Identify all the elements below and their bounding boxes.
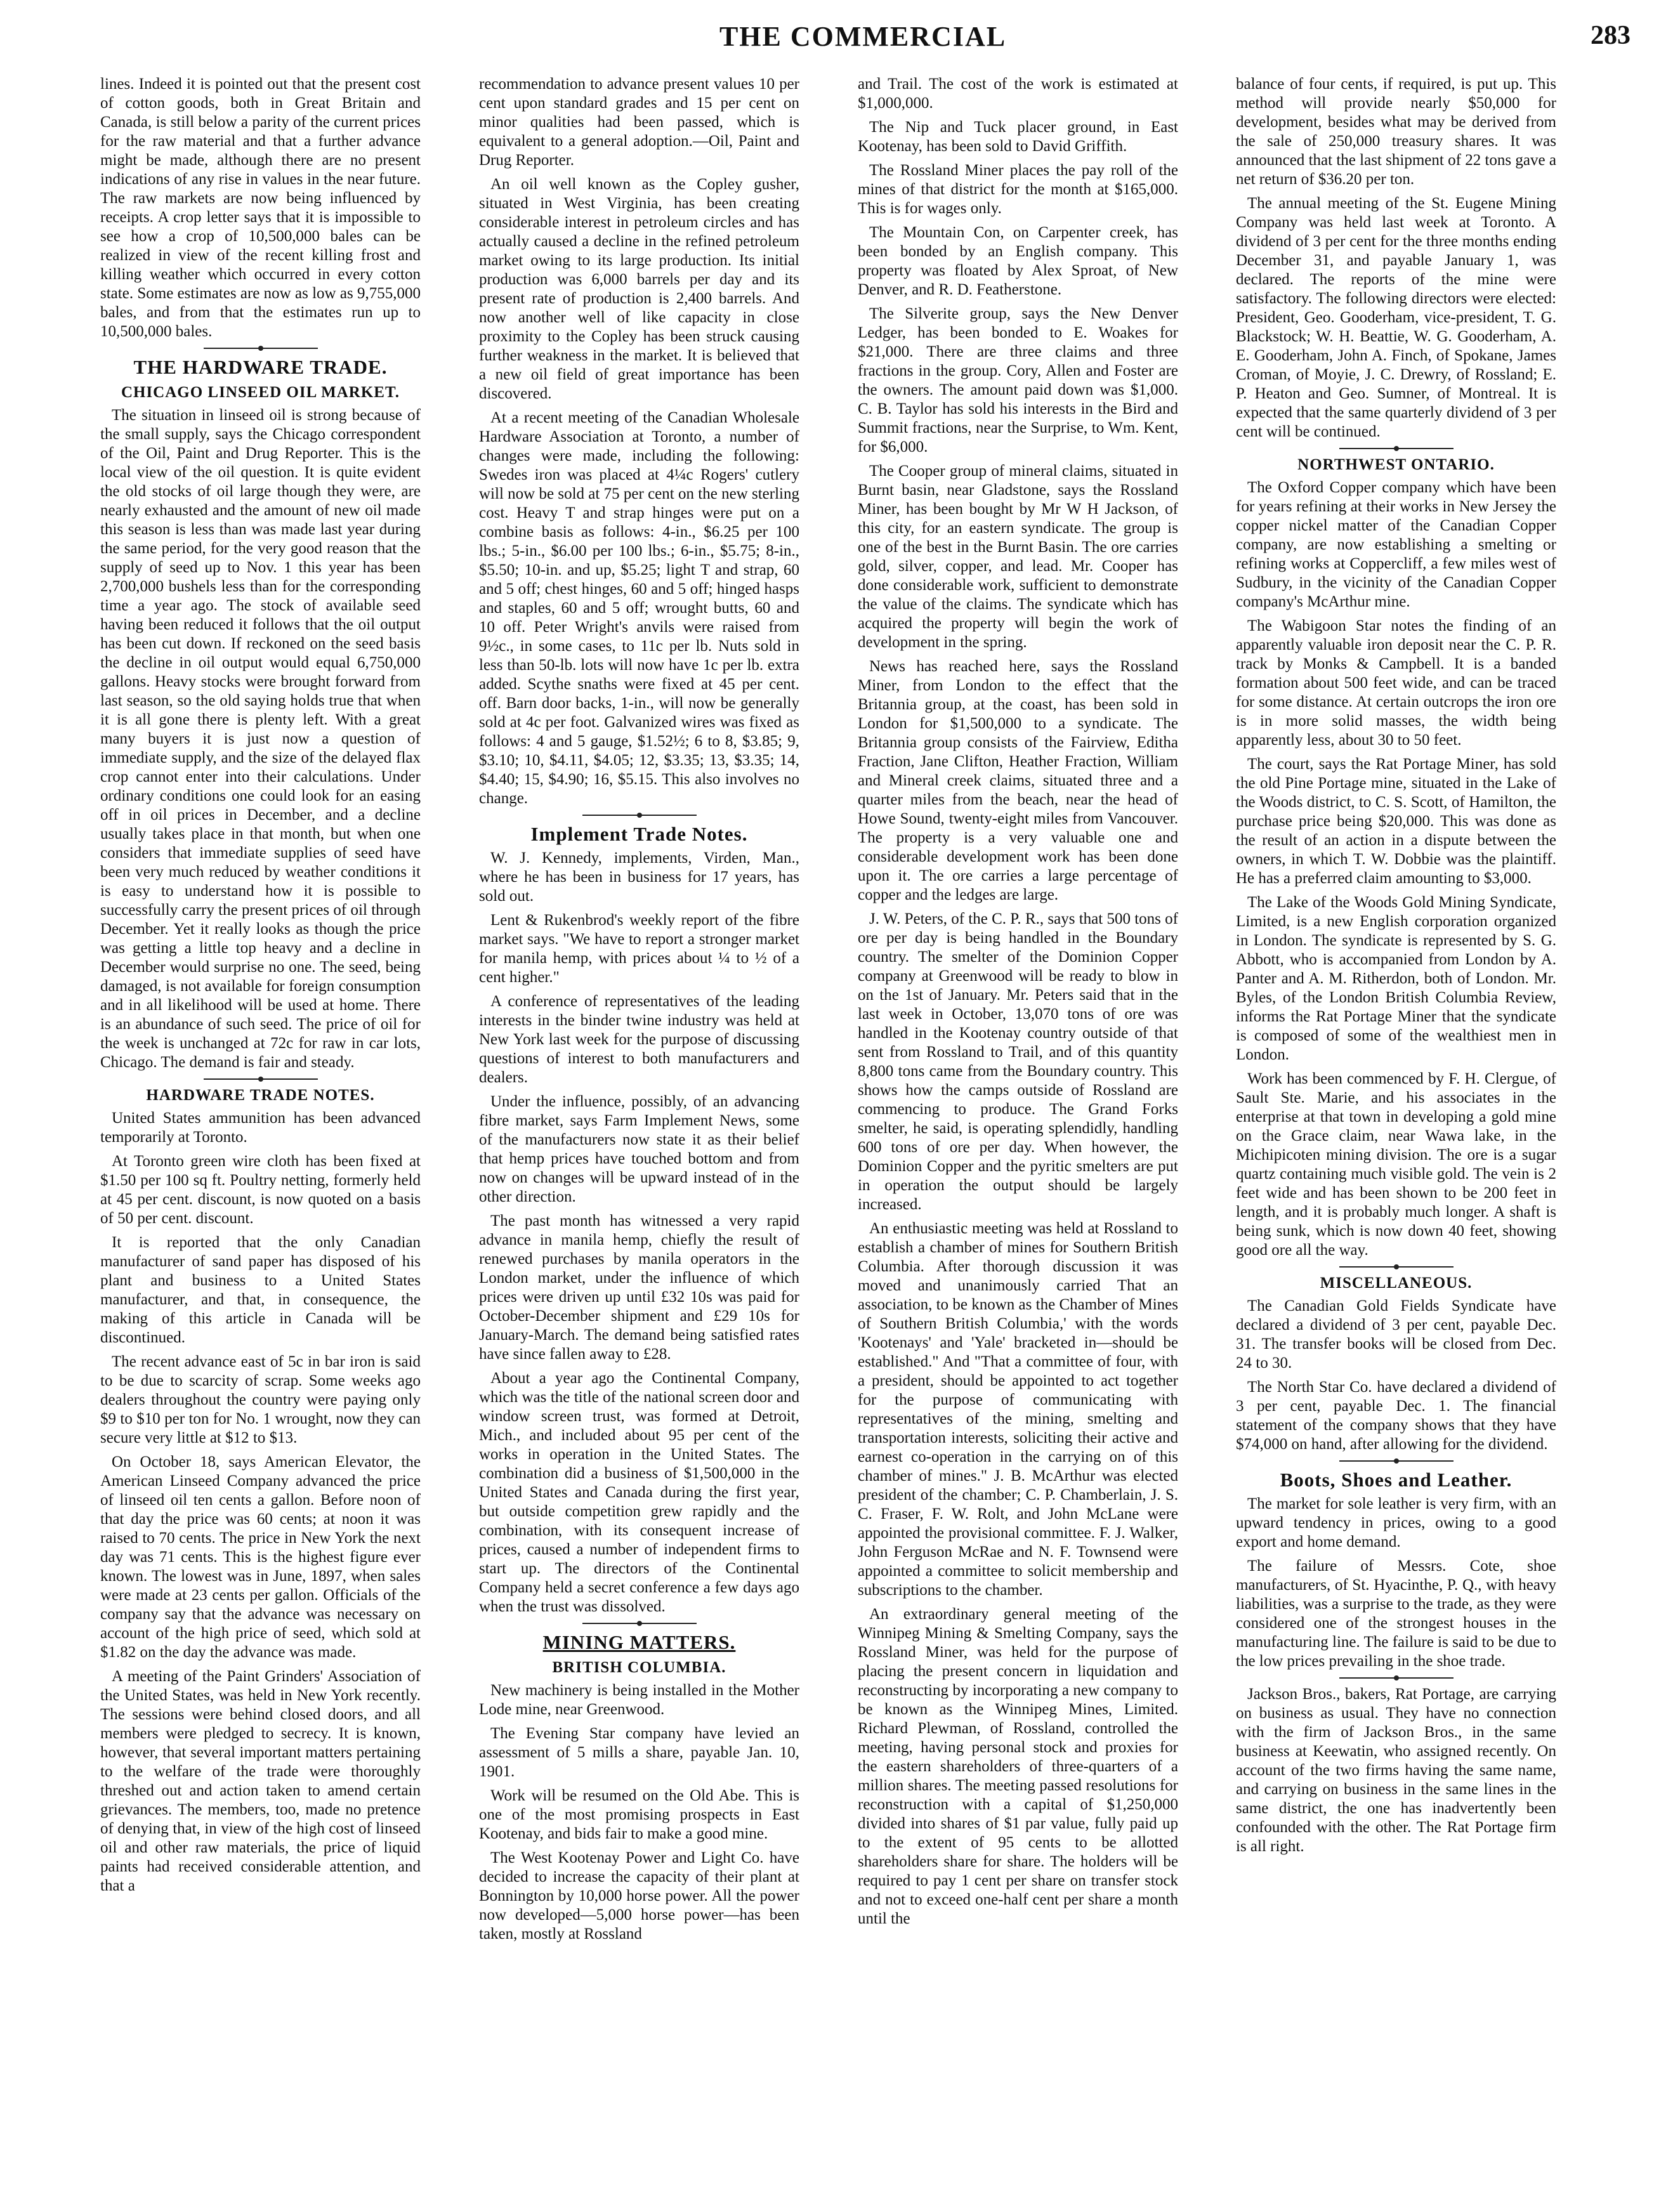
article-paragraph: At Toronto green wire cloth has been fixed at $1.50 per 100 sq ft. Poultry netting, formerly held at 45 per cent. discount, is now quoted on a basis of 50 per cent. discount. [100,1153,421,1227]
article-paragraph: At a recent meeting of the Canadian Wholesale Hardware Association at Toronto, a number of changes were made, including the following: Swedes iron was placed at 4¼c Rogers' cutlery will now be sold at 75 per cent on the new sterling cost. Heavy T and strap hinges were put on a combine basis as follows: 4-in., $6.25 per 100 lbs.; 5-in., $6.00 per 100 lbs.; 6-in., $5.75; 8-in., $5.50; 10-in. and up, $5.25; light T and strap, 60 and 5 off; chest hinges, 60 and 5 off; hinged hasps and staples, 60 and 5 off; wrought butts, 60 and 10 off. Peter Wright's anvils were raised from 9½c., in some cases, to 11c per lb. Nuts sold in less than 50-lb. lots will now have 1c per lb. extra added. Scythe snaths were fixed at 45 per cent. off. Barn door backs, 1-in., will now be generally sold at 4c per foot. Galvanized wires was fixed as follows: 4 and 5 gauge, $1.52½; 6 to 8, $3.85; 9, $3.10; 10, $4.11, $4.05; 12, $3.35; 13, $3.35; 14, $4.40; 15, $4.90; 16, $5.15. This also involves no change. [479,409,799,807]
page-number: 283 [1591,21,1631,50]
article-paragraph: The Evening Star company have levied an assessment of 5 mills a share, payable Jan. 10, 1901. [479,1725,799,1780]
section-heading: MINING MATTERS. [542,1631,736,1653]
article-paragraph: The Rossland Miner places the pay roll of the mines of that district for the month at $165,000. This is for wages only. [858,162,1178,217]
article-heading: HARDWARE TRADE NOTES. [146,1087,375,1104]
article-paragraph: About a year ago the Continental Company, which was the title of the national screen door and window screen trust, was formed at Detroit, Mich., and included about 95 per cent of the works in operation in the United States. The combination did a business of $1,500,000 in the United States and Canada during the first year, but outside competition grew rapidly and the combination, with its consequent increase of prices, caused a number of independent firms to start up. The directors of the Continental Company held a secret conference a few days ago when the trust was dissolved. [479,1370,799,1615]
article-paragraph: The Nip and Tuck placer ground, in East Kootenay, has been sold to David Griffith. [858,119,1178,155]
article-paragraph: The Oxford Copper company which have been for years refining at their works in New Jersey the copper nickel matter of the Canadian Copper company, are now establishing a smelting or refining works at Coppercliff, a few miles west of Sudbury, in the vicinity of the Canadian Copper company's McArthur mine. [1236,479,1556,610]
publication-title: THE COMMERCIAL [719,21,1007,52]
article-paragraph: W. J. Kennedy, implements, Virden, Man., where he has been in business for 17 years, has sold out. [479,849,799,905]
article-heading: MISCELLANEOUS. [1320,1274,1473,1292]
article-paragraph: Work will be resumed on the Old Abe. This is one of the most promising prospects in East Kootenay, and bids fair to make a good mine. [479,1787,799,1842]
article-paragraph: The Silverite group, says the New Denver Ledger, has been bonded to E. Woakes for $21,000. There are three claims and three fractions in the group. Cory, Allen and Foster are the owners. The amount paid down was $1,000. C. B. Taylor has sold his interests in the Bird and Summit fractions, near the Surprise, to Wm. Kent, for $6,000. [858,305,1178,455]
article-paragraph: and Trail. The cost of the work is estimated at $1,000,000. [858,75,1178,112]
article-paragraph: recommendation to advance present values 10 per cent upon standard grades and 15 per cent on minor qualities had been passed, which is equivalent to a general adoption.—Oil, Paint and Drug Reporter. [479,75,799,169]
article-paragraph: The recent advance east of 5c in bar iron is said to be due to scarcity of scrap. Some weeks ago dealers throughout the country were paying only $9 to $10 per ton for No. 1 wrought, now they can secure very little at $12 to $13. [100,1353,421,1446]
section-heading: Implement Trade Notes. [530,823,748,845]
article-paragraph: It is reported that the only Canadian manufacturer of sand paper has disposed of his plant and business to a United States manufacturer, and that, in consequence, the making of this article in Canada will be discontinued. [100,1234,421,1346]
article-heading: BRITISH COLUMBIA. [552,1659,726,1676]
article-paragraph: The Wabigoon Star notes the finding of an apparently valuable iron deposit near the C. P. R. track by Monks & Campbell. It is a banded formation about 500 feet wide, and can be traced for some distance. At certain outcrops the iron ore is in more solid masses, the width being apparently less, about 30 to 50 feet. [1236,617,1556,749]
section-divider [1339,1460,1454,1462]
section-divider [582,815,697,816]
masthead [95,14,1631,58]
article-paragraph: The market for sole leather is very firm, with an upward tendency in prices, owing to a good export and home demand. [1236,1495,1556,1550]
column-2 [479,75,799,2181]
column-4 [1236,75,1556,2181]
article-paragraph: The West Kootenay Power and Light Co. have decided to increase the capacity of their plant at Bonnington by 10,000 horse power. All the power now developed—5,000 horse power—has been taken, mostly at Rossland [479,1849,799,1943]
article-paragraph: News has reached here, says the Rossland Miner, from London to the effect that the Britannia group, at the coast, has been sold in London for $1,500,000 to a syndicate. The Britannia group consists of the Fairview, Editha Fraction, Jane Clifton, Heather Fraction, William and Mineral creek claims, situated three and a quarter miles from the beach, near the head of Howe Sound, twenty-eight miles from Vancouver. The property is a very valuable one and considerable development work has been done upon it. The ore carries a large percentage of copper and the ledges are large. [858,658,1178,903]
article-paragraph: The failure of Messrs. Cote, shoe manufacturers, of St. Hyacinthe, P. Q., with heavy liabilities, was a surprise to the trade, as they were considered one of the strongest houses in the manufacturing line. The failure is said to be due to the low prices prevailing in the shoe trade. [1236,1557,1556,1670]
section-divider [204,1078,318,1080]
article-paragraph: The annual meeting of the St. Eugene Mining Company was held last week at Toronto. A dividend of 3 per cent for the three months ending December 31, and payable January 1, was declared. The reports of the mine were satisfactory. The following directors were elected: President, Geo. Gooderham, vice-president, T. G. Blackstock; W. H. Beattie, W. G. Gooderham, A. E. Gooderham, John A. Finch, of Spokane, James Croman, of Moyie, J. C. Drewry, of Rossland; E. P. Heaton and Geo. Sumner, of Montreal. It is expected that the same quarterly dividend of 3 per cent will be continued. [1236,195,1556,440]
article-paragraph: Work has been commenced by F. H. Clergue, of Sault Ste. Marie, and his associates in the enterprise at that town in developing a gold mine on the Grace claim, near Wawa lake, in the Michipicoten mining division. The ore is a sugar quartz containing much visible gold. The vein is 2 feet wide and has been shown to be 200 feet in length, and it is probably much longer. A shaft is being sunk, which is now down 40 feet, showing good ore all the way. [1236,1070,1556,1259]
section-heading: Boots, Shoes and Leather. [1280,1469,1513,1491]
article-paragraph: Jackson Bros., bakers, Rat Portage, are carrying on business as usual. They have no connection with the firm of Jackson Bros., in the same business at Keewatin, who assigned recently. On account of the two firms having the same name, and carrying on business in the same lines in the same district, the one has inadvertently been confounded with the other. The Rat Portage firm is all right. [1236,1686,1556,1855]
article-paragraph: United States ammunition has been advanced temporarily at Toronto. [100,1110,421,1146]
article-paragraph: A conference of representatives of the leading interests in the binder twine industry was held at New York last week for the purpose of discussing questions of interest to both manufacturers and dealers. [479,993,799,1086]
section-divider [1339,1266,1454,1268]
article-paragraph: The Mountain Con, on Carpenter creek, has been bonded by an English company. This property was floated by Alex Sproat, of New Denver, and R. D. Featherstone. [858,224,1178,298]
article-paragraph: J. W. Peters, of the C. P. R., says that 500 tons of ore per day is being handled in the Boundary country. The smelter of the Dominion Copper company at Greenwood will be ready to blow in on the 1st of January. Mr. Peters said that in the last week in October, 13,070 tons of ore was handled in the Kootenay country outside of that sent from Rossland to Trail, and of this quantity 8,800 tons came from the Boundary country. This shows how the camps outside of Rossland are commencing to produce. The Grand Forks smelter, he said, is operating splendidly, handling 600 tons of ore per day. When however, the Dominion Copper and the pyritic smelters are put in operation the output should be largely increased. [858,910,1178,1213]
article-paragraph: An oil well known as the Copley gusher, situated in West Virginia, has been creating considerable interest in petroleum circles and has actually caused a decline in the refined petroleum market owing to its large production. Its initial production was 6,000 barrels per day and its present rate of production is 2,400 barrels. And now another well of like capacity in close proximity to the Copley has been struck causing further weakness in the market. It is believed that a new oil field of great importance has been discovered. [479,176,799,402]
article-paragraph: A meeting of the Paint Grinders' Association of the United States, was held in New York recently. The sessions were behind closed doors, and all members were pledged to secrecy. It is known, however, that several important matters pertaining to the welfare of the trade were thoroughly threshed out and action taken to amend certain grievances. The members, too, made no pretence of denying that, in view of the high cost of linseed oil and other raw materials, the price of liquid paints had received considerable attention, and that a [100,1668,421,1894]
article-paragraph: Under the influence, possibly, of an advancing fibre market, says Farm Implement News, some of the manufacturers now state it as their belief that hemp prices have touched bottom and from now on changes will be upward instead of in the other direction. [479,1093,799,1205]
article-paragraph: balance of four cents, if required, is put up. This method will provide nearly $50,000 for development, besides what may be derived from the sale of 250,000 treasury shares. It was announced that the last shipment of 22 tons gave a net return of $36.20 per ton. [1236,75,1556,188]
article-paragraph: New machinery is being installed in the Mother Lode mine, near Greenwood. [479,1682,799,1718]
column-1 [100,75,421,2181]
article-heading: CHICAGO LINSEED OIL MARKET. [121,384,400,401]
article-paragraph: An extraordinary general meeting of the Winnipeg Mining & Smelting Company, says the Rossland Miner, was held for the purpose of placing the present concern in liquidation and reconstructing by incorporating a new company to be known as the Winnipeg Mines, Limited. Richard Plewman, of Rossland, controlled the meeting, having personal stock and proxies for the eastern shareholders of three-quarters of a million shares. The meeting passed resolutions for reconstruction with a capital of $1,250,000 divided into shares of $1 par value, fully paid up to the extent of 95 cents to be allotted shareholders share for share. The holders will be required to pay 1 cent per share on transfer stock and not to exceed one-half cent per share a month until the [858,1606,1178,1927]
article-paragraph: On October 18, says American Elevator, the American Linseed Company advanced the price of linseed oil ten cents a gallon. Before noon of that day the price was 60 cents; at noon it was raised to 70 cents. The price in New York the next day was 71 cents. This is the highest figure ever known. The lowest was in June, 1897, when sales were made at 23 cents per gallon. Officials of the company say that the advance was necessary on account of the high price of seed, which sold at $1.82 on the day the advance was made. [100,1453,421,1661]
article-paragraph: lines. Indeed it is pointed out that the present cost of cotton goods, both in Great Britain and Canada, is still below a parity of the current prices for the raw material and that a further advance might be made, although there are no present indications of any rise in values in the near future. The raw markets are now being influenced by receipts. A crop letter says that it is impossible to see how a crop of 10,500,000 bales can be realized in view of the recent killing frost and killing weather which occurred in every cotton state. Some estimates are now as low as 9,755,000 bales, and from that the estimates run up to 10,500,000 bales. [100,75,421,340]
article-paragraph: An enthusiastic meeting was held at Rossland to establish a chamber of mines for Southern British Columbia. After thorough discussion it was moved and unanimously carried That an association, to be known as the Chamber of Mines of Southern British Columbia,' with the words 'Kootenays' and 'Yale' bracketed in—should be established." And "That a committee of four, with a president, should be appointed to act together for the purpose of communicating with representatives of the mining, smelting and transportation interests, soliciting their active and earnest co-operation in the carrying on of this chamber of mines." J. B. McArthur was elected president of the chamber; C. P. Chamberlain, J. S. C. Fraser, F. W. Rolt, and John McLane were appointed the provisional committee. F. J. Walker, John Ferguson McRae and N. F. Townsend were appointed a committee to solicit membership and subscriptions to the chamber. [858,1220,1178,1599]
article-paragraph: The Cooper group of mineral claims, situated in Burnt basin, near Gladstone, says the Rossland Miner, has been bought by Mr W H Jackson, of this city, for an eastern syndicate. The group is one of the best in the Burnt Basin. The ore carries gold, silver, copper, and lead. Mr. Cooper has done considerable work, sufficient to demonstrate the value of the claims. The syndicate which has acquired the property will begin the work of development in the spring. [858,462,1178,651]
article-paragraph: The past month has witnessed a very rapid advance in manila hemp, chiefly the result of renewed purchases by manila operators in the London market, under the influence of which prices were driven up until £32 10s was paid for October-December shipment and £29 10s for January-March. The demand being satisfied rates have since fallen away to £28. [479,1212,799,1363]
article-paragraph: The court, says the Rat Portage Miner, has sold the old Pine Portage mine, situated in the Lake of the Woods district, to C. S. Scott, of Hamilton, the purchase price being $20,000. This was done as the result of an action in a dispute between the owners, in which T. W. Dobbie was the plaintiff. He has a preferred claim amounting to $3,000. [1236,756,1556,887]
article-paragraph: The Canadian Gold Fields Syndicate have declared a dividend of 3 per cent, payable Dec. 31. The transfer books will be closed from Dec. 24 to 30. [1236,1297,1556,1372]
article-heading: NORTHWEST ONTARIO. [1297,456,1495,473]
section-divider [1339,1677,1454,1679]
article-paragraph: Lent & Rukenbrod's weekly report of the fibre market says. "We have to report a stronger market for manila hemp, with prices about ¼ to ½ of a cent higher." [479,912,799,986]
article-paragraph: The North Star Co. have declared a dividend of 3 per cent, payable Dec. 1. The financial statement of the company shows that they have $74,000 on hand, after allowing for the dividend. [1236,1379,1556,1453]
article-paragraph: The Lake of the Woods Gold Mining Syndicate, Limited, is a new English corporation organized in London. The syndicate is represented by S. G. Abbott, who is accompanied from London by A. Panter and A. M. Ritherdon, both of London. Mr. Byles, of the London British Columbia Review, informs the Rat Portage Miner that the syndicate is composed of some of the wealthiest men in London. [1236,894,1556,1063]
article-paragraph: The situation in linseed oil is strong because of the small supply, says the Chicago correspondent of the Oil, Paint and Drug Reporter. This is the local view of the oil question. It is quite evident the old stocks of oil large though they were, are nearly exhausted and the amount of new oil made this season is less than was made last year during the same period, for the very good reason that the supply of seed up to Nov. 1 this year has been 2,700,000 bushels less than for the corresponding time a year ago. The stock of available seed having been reduced it follows that the oil output has been cut down. If reckoned on the seed basis the decline in oil output would equal 6,750,000 gallons. Heavy stocks were brought forward from last season, so the old saying holds true that when it is all gone there is plenty left. With a great many buyers it is just now a question of immediate supply, and the size of the delayed flax crop cannot enter into their calculations. Under ordinary conditions one could look for an easing off in oil prices in December, and a decline usually takes place in that month, but when one considers that immediate supplies of seed have been very much reduced by weather conditions it is easy to understand how it is possible to successfully carry the present prices of oil through December. Yet it really looks as though the price was getting a little top heavy and a decline in December would surprise no one. The seed, being damaged, is not available for foreign consumption and in all likelihood will be used at home. There is an abundance of such seed. The price of oil for the week is unchanged at 72c for raw in car lots, Chicago. The demand is fair and steady. [100,407,421,1071]
section-divider [1339,448,1454,449]
section-divider [582,1623,697,1624]
section-divider [204,348,318,349]
column-3 [858,75,1178,2181]
section-heading: THE HARDWARE TRADE. [133,356,388,378]
